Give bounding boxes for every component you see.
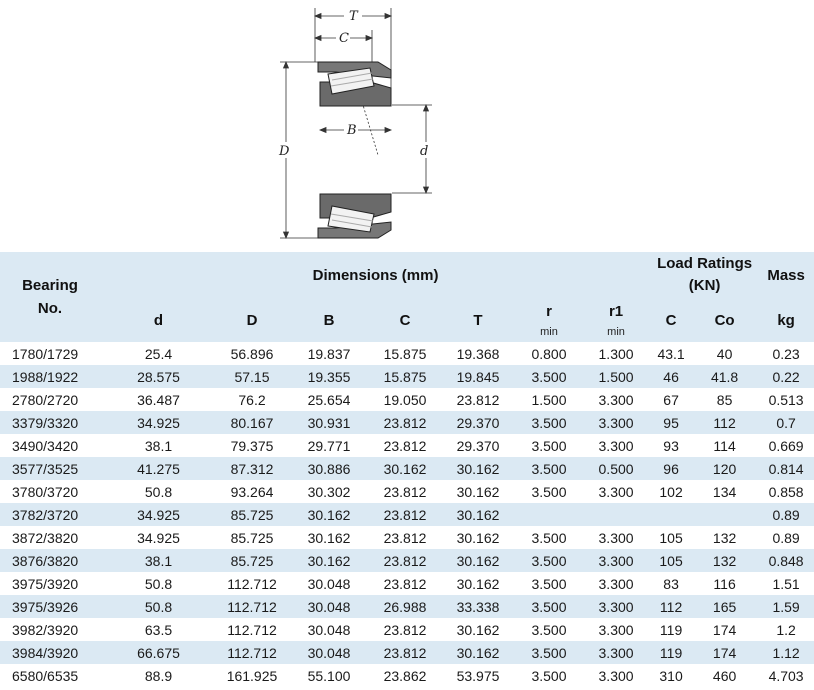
cell-load-co: 132 <box>712 552 737 569</box>
cell-bore-d: 36.487 <box>137 391 180 408</box>
cell-mass-kg: 0.23 <box>772 345 800 362</box>
cell-bearing-no: 3780/3720 <box>12 483 79 500</box>
cell-width-t: 30.162 <box>456 506 500 523</box>
cell-mass-kg: 0.814 <box>768 460 804 477</box>
cell-outer-d: 56.896 <box>230 345 274 362</box>
cell-width-b: 30.048 <box>307 598 351 615</box>
cell-radius-r: 3.500 <box>531 667 567 684</box>
cell-width-b: 30.048 <box>307 575 351 592</box>
cell-bore-d: 63.5 <box>144 621 173 638</box>
cell-bearing-no: 3876/3820 <box>12 552 79 569</box>
cell-outer-d: 87.312 <box>230 460 274 477</box>
cell-radius-r: 3.500 <box>531 437 567 454</box>
cell-bore-d: 50.8 <box>144 575 173 592</box>
table-row <box>0 641 814 664</box>
cell-load-co: 120 <box>712 460 737 477</box>
cell-width-c: 23.812 <box>383 506 427 523</box>
cell-mass-kg: 4.703 <box>768 667 804 684</box>
cell-bore-d: 50.8 <box>144 598 173 615</box>
cell-mass-kg: 0.89 <box>772 529 800 546</box>
cell-load-c: 105 <box>659 552 683 569</box>
cell-mass-kg: 0.858 <box>768 483 804 500</box>
cell-radius-r1 <box>581 503 651 526</box>
cell-outer-d: 85.725 <box>230 552 274 569</box>
cell-radius-r1: 3.300 <box>598 598 634 615</box>
cell-bearing-no: 3872/3820 <box>12 529 79 546</box>
cell-outer-d: 112.712 <box>227 575 277 592</box>
header-c: C <box>399 311 411 329</box>
cell-outer-d: 85.725 <box>230 529 274 546</box>
cell-radius-r1: 3.300 <box>598 391 634 408</box>
header-outer-d: D <box>246 311 258 329</box>
table-row <box>0 595 814 618</box>
cell-mass-kg: 0.669 <box>768 437 804 454</box>
cell-bearing-no: 3490/3420 <box>12 437 79 454</box>
cell-outer-d: 93.264 <box>230 483 274 500</box>
cell-width-b: 30.302 <box>307 483 351 500</box>
cell-bore-d: 34.925 <box>137 529 180 546</box>
cell-width-t: 23.812 <box>456 391 500 408</box>
cell-mass-kg: 0.89 <box>772 506 800 523</box>
header-r1: r1 min <box>607 302 625 338</box>
cell-mass-kg: 1.2 <box>776 621 796 638</box>
cell-bearing-no: 3379/3320 <box>12 414 79 431</box>
cell-width-t: 30.162 <box>456 621 500 638</box>
cell-width-b: 30.048 <box>307 621 351 638</box>
cell-width-b: 19.837 <box>307 345 351 362</box>
cell-width-c: 23.812 <box>383 437 427 454</box>
cell-load-c: 93 <box>663 437 679 454</box>
cell-load-co <box>691 503 758 526</box>
label-d-inner: d <box>420 144 429 159</box>
cell-load-c: 119 <box>659 644 683 661</box>
cell-load-c: 46 <box>663 368 679 385</box>
cell-bearing-no: 1780/1729 <box>12 345 79 362</box>
cell-radius-r: 3.500 <box>531 414 567 431</box>
cell-bearing-no: 2780/2720 <box>12 391 79 408</box>
cell-mass-kg: 0.848 <box>768 552 804 569</box>
cell-width-t: 30.162 <box>456 460 500 477</box>
cell-bore-d: 41.275 <box>137 460 180 477</box>
cell-bore-d: 34.925 <box>137 414 180 431</box>
cell-outer-d: 57.15 <box>234 368 270 385</box>
cell-outer-d: 79.375 <box>230 437 274 454</box>
cell-bearing-no: 3782/3720 <box>12 506 79 523</box>
bearing-lower-section <box>318 194 391 238</box>
cell-radius-r1: 1.300 <box>598 345 634 362</box>
cell-load-c: 102 <box>659 483 683 500</box>
cell-width-c: 23.812 <box>383 529 427 546</box>
cell-width-c: 15.875 <box>383 368 427 385</box>
cell-width-c: 23.812 <box>383 575 427 592</box>
table-row <box>0 572 814 595</box>
cell-load-c: 43.1 <box>657 345 685 362</box>
cell-outer-d: 80.167 <box>230 414 274 431</box>
cell-width-b: 30.162 <box>307 506 351 523</box>
cell-mass-kg: 1.51 <box>772 575 800 592</box>
cell-radius-r: 3.500 <box>531 621 567 638</box>
cell-bore-d: 25.4 <box>144 345 173 362</box>
cell-outer-d: 161.925 <box>226 667 278 684</box>
cell-bore-d: 66.675 <box>137 644 180 661</box>
header-d: d <box>153 311 164 329</box>
cell-load-c: 105 <box>659 529 683 546</box>
cell-mass-kg: 1.12 <box>772 644 800 661</box>
cell-load-co: 132 <box>712 529 737 546</box>
cell-mass-kg: 0.513 <box>768 391 804 408</box>
cell-width-b: 30.931 <box>307 414 351 431</box>
cell-width-t: 30.162 <box>456 529 500 546</box>
cell-radius-r: 3.500 <box>531 598 567 615</box>
cell-mass-kg: 1.59 <box>772 598 800 615</box>
table-row <box>0 365 814 388</box>
cell-load-co: 174 <box>712 644 737 661</box>
header-load-c: C <box>665 311 677 329</box>
bearing-cross-section-diagram <box>270 0 440 250</box>
cell-outer-d: 112.712 <box>227 598 277 615</box>
cell-mass-kg: 0.7 <box>776 414 796 431</box>
cell-width-c: 30.162 <box>383 460 427 477</box>
cell-width-c: 23.812 <box>383 414 427 431</box>
header-mass-unit: kg <box>777 311 795 329</box>
cell-radius-r1: 0.500 <box>598 460 634 477</box>
cell-bearing-no: 3984/3920 <box>12 644 79 661</box>
cell-width-b: 25.654 <box>307 391 351 408</box>
header-r: r min <box>540 302 558 338</box>
label-d-outer: D <box>279 144 290 159</box>
cell-radius-r1: 3.300 <box>598 414 634 431</box>
cell-width-t: 30.162 <box>456 552 500 569</box>
cell-bore-d: 88.9 <box>144 667 173 684</box>
cell-mass-kg: 0.22 <box>772 368 800 385</box>
table-row <box>0 618 814 641</box>
cell-load-co: 460 <box>712 667 737 684</box>
cell-bearing-no: 6580/6535 <box>12 667 79 684</box>
header-b: B <box>323 311 335 329</box>
cell-outer-d: 112.712 <box>227 621 277 638</box>
cell-load-c <box>651 503 691 526</box>
cell-radius-r1: 3.300 <box>598 483 634 500</box>
cell-load-co: 134 <box>712 483 737 500</box>
table-row <box>0 388 814 411</box>
cell-radius-r1: 3.300 <box>598 575 634 592</box>
cell-radius-r <box>517 503 581 526</box>
cell-width-b: 29.771 <box>307 437 351 454</box>
cell-radius-r: 3.500 <box>531 529 567 546</box>
cell-width-b: 30.162 <box>307 529 351 546</box>
header-load-co: Co <box>714 311 735 329</box>
label-b: B <box>347 123 357 138</box>
cell-radius-r: 1.500 <box>531 391 567 408</box>
cell-radius-r: 3.500 <box>531 368 567 385</box>
cell-width-c: 23.812 <box>383 644 427 661</box>
cell-width-t: 30.162 <box>456 483 500 500</box>
cell-radius-r1: 3.300 <box>598 529 634 546</box>
cell-radius-r1: 3.300 <box>598 437 634 454</box>
cell-load-co: 112 <box>713 414 736 431</box>
cell-width-t: 29.370 <box>456 414 500 431</box>
cell-outer-d: 76.2 <box>238 391 266 408</box>
cell-bearing-no: 3975/3920 <box>12 575 79 592</box>
cell-load-co: 116 <box>713 575 736 592</box>
cell-width-t: 53.975 <box>456 667 500 684</box>
cell-width-t: 30.162 <box>456 575 500 592</box>
cell-bearing-no: 1988/1922 <box>12 368 79 385</box>
cell-bearing-no: 3982/3920 <box>12 621 79 638</box>
bearing-upper-section <box>318 62 391 106</box>
cell-width-t: 30.162 <box>456 644 500 661</box>
cell-load-c: 95 <box>663 414 679 431</box>
cell-radius-r: 3.500 <box>531 552 567 569</box>
cell-width-b: 19.355 <box>307 368 351 385</box>
cell-radius-r: 3.500 <box>531 575 567 592</box>
table-row <box>0 526 814 549</box>
table-body <box>0 342 814 687</box>
cell-width-b: 30.886 <box>307 460 351 477</box>
table-row <box>0 664 814 687</box>
cell-radius-r1: 1.500 <box>598 368 634 385</box>
cell-outer-d: 85.725 <box>230 506 274 523</box>
cell-load-c: 310 <box>659 667 683 684</box>
cell-load-c: 83 <box>663 575 679 592</box>
cell-bearing-no: 3975/3926 <box>12 598 79 615</box>
cell-load-c: 119 <box>659 621 683 638</box>
cell-width-c: 19.050 <box>383 391 427 408</box>
cell-load-c: 67 <box>663 391 679 408</box>
cell-width-b: 30.048 <box>307 644 351 661</box>
cell-width-t: 33.338 <box>456 598 500 615</box>
cell-bore-d: 28.575 <box>137 368 180 385</box>
cell-load-co: 114 <box>713 437 736 454</box>
cell-radius-r: 3.500 <box>531 460 567 477</box>
cell-width-t: 19.368 <box>456 345 500 362</box>
cell-width-t: 29.370 <box>456 437 500 454</box>
header-t: T <box>473 311 483 329</box>
cell-width-b: 30.162 <box>307 552 351 569</box>
cell-width-t: 19.845 <box>456 368 500 385</box>
cell-radius-r1: 3.300 <box>598 621 634 638</box>
cell-radius-r: 3.500 <box>531 483 567 500</box>
cell-load-c: 96 <box>663 460 679 477</box>
cell-radius-r1: 3.300 <box>598 667 634 684</box>
cell-width-c: 23.812 <box>383 621 427 638</box>
cell-load-co: 85 <box>716 391 733 408</box>
cell-width-c: 26.988 <box>383 598 427 615</box>
label-t: T <box>349 9 358 24</box>
table-row <box>0 549 814 572</box>
cell-radius-r: 0.800 <box>531 345 567 362</box>
label-c: C <box>339 31 349 46</box>
cell-radius-r1: 3.300 <box>598 552 634 569</box>
header-mass: Mass <box>767 266 805 284</box>
cell-radius-r: 3.500 <box>531 644 567 661</box>
cell-bearing-no: 3577/3525 <box>12 460 79 477</box>
table-row <box>0 434 814 457</box>
cell-width-c: 23.862 <box>383 667 427 684</box>
cell-load-co: 41.8 <box>710 368 739 385</box>
cell-width-c: 15.875 <box>383 345 427 362</box>
cell-bore-d: 34.925 <box>137 506 180 523</box>
cell-radius-r1: 3.300 <box>598 644 634 661</box>
cell-width-c: 23.812 <box>383 552 427 569</box>
cell-load-c: 112 <box>659 598 683 615</box>
cell-load-co: 40 <box>716 345 733 362</box>
cell-outer-d: 112.712 <box>227 644 277 661</box>
cell-width-c: 23.812 <box>383 483 427 500</box>
cell-bore-d: 50.8 <box>144 483 173 500</box>
header-load-ratings: Load Ratings (KN) <box>657 255 753 294</box>
header-row-columns <box>0 298 814 342</box>
table-row <box>0 457 814 480</box>
cell-width-b: 55.100 <box>307 667 351 684</box>
cell-bore-d: 38.1 <box>144 437 173 454</box>
table-row <box>0 342 814 365</box>
header-dimensions: Dimensions (mm) <box>312 266 439 284</box>
cell-bore-d: 38.1 <box>144 552 173 569</box>
bearing-spec-table <box>0 252 814 687</box>
cell-load-co: 174 <box>712 621 737 638</box>
header-row-group <box>0 252 814 298</box>
table-row <box>0 480 814 503</box>
header-bearing-no: Bearing No. <box>22 277 78 317</box>
table-row <box>0 503 814 526</box>
table-row <box>0 411 814 434</box>
cell-load-co: 165 <box>712 598 737 615</box>
